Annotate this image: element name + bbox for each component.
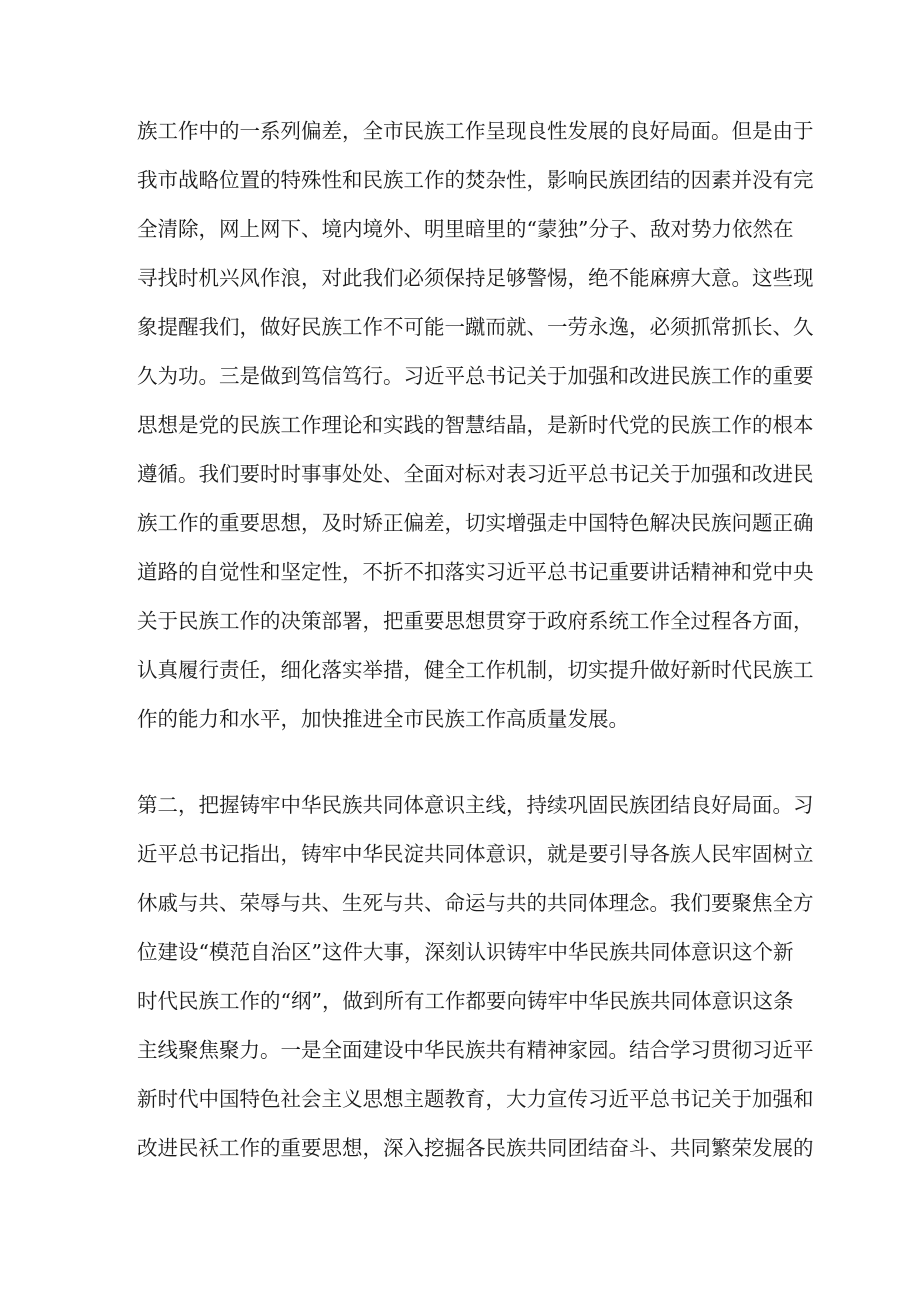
text-line: 近平总书记指出，铸牢中华民淀共同体意识，就是要引导各族人民牢固树立 (137, 842, 814, 866)
text-line: 遵循。我们要时时事事处处、全面对标对表习近平总书记关于加强和改进民 (137, 462, 814, 486)
text-line: 象提醒我们，做好民族工作不可能一蹴而就、一劳永逸，必须抓常抓长、久 (137, 315, 814, 339)
text-line: 道路的自觉性和坚定性，不折不扣落实习近平总书记重要讲话精神和党中央 (137, 560, 814, 584)
text-line: 休戚与共、荣辱与共、生死与共、命运与共的共同体理念。我们要聚焦全方 (137, 891, 814, 915)
text-line: 作的能力和水平，加快推进全市民族工作高质量发展。 (137, 707, 629, 731)
text-line: 位建设“模范自治区”这件大事，深刻认识铸牢中华民族共同体意识这个新 (137, 940, 794, 964)
text-line: 族工作中的一系列偏差，全市民族工作呈现良性发展的良好局面。但是由于 (137, 119, 814, 143)
text-line: 改进民袄工作的重要思想，深入挖掘各民族共同团结奋斗、共同繁荣发展的 (137, 1136, 814, 1160)
text-line: 族工作的重要思想，及时矫正偏差，切实增强走中国特色解决民族问题正确 (137, 511, 814, 535)
text-line: 全清除，网上网下、境内境外、明里暗里的“蒙独”分子、敌对势力依然在 (137, 217, 794, 241)
text-line: 新时代中国特色社会主义思想主题教育，大力宣传习近平总书记关于加强和 (137, 1087, 814, 1111)
text-line: 认真履行责任，细化落实举措，健全工作机制，切实提升做好新时代民族工 (137, 658, 814, 682)
text-line: 寻找时机兴风作浪，对此我们必须保持足够警惕，绝不能麻痹大意。这些现 (137, 266, 814, 290)
text-line: 第二，把握铸牢中华民族共同体意识主线，持续巩固民族团结良好局面。习 (137, 793, 814, 817)
text-line: 关于民族工作的决策部署，把重要思想贯穿于政府系统工作全过程各方面， (137, 609, 814, 633)
text-line: 久为功。三是做到笃信笃行。习近平总书记关于加强和改进民族工作的重要 (137, 364, 814, 388)
text-line: 主线聚焦聚力。一是全面建设中华民族共有精神家园。结合学习贯彻习近平 (137, 1038, 814, 1062)
text-line: 时代民族工作的“纲”，做到所有工作都要向铸牢中华民族共同体意识这条 (137, 989, 794, 1013)
text-line: 我市战略位置的特殊性和民族工作的焚杂性，影响民族团结的因素并没有完 (137, 168, 814, 192)
text-line: 思想是党的民族工作理论和实践的智慧结晶，是新时代党的民族工作的根本 (137, 413, 814, 437)
